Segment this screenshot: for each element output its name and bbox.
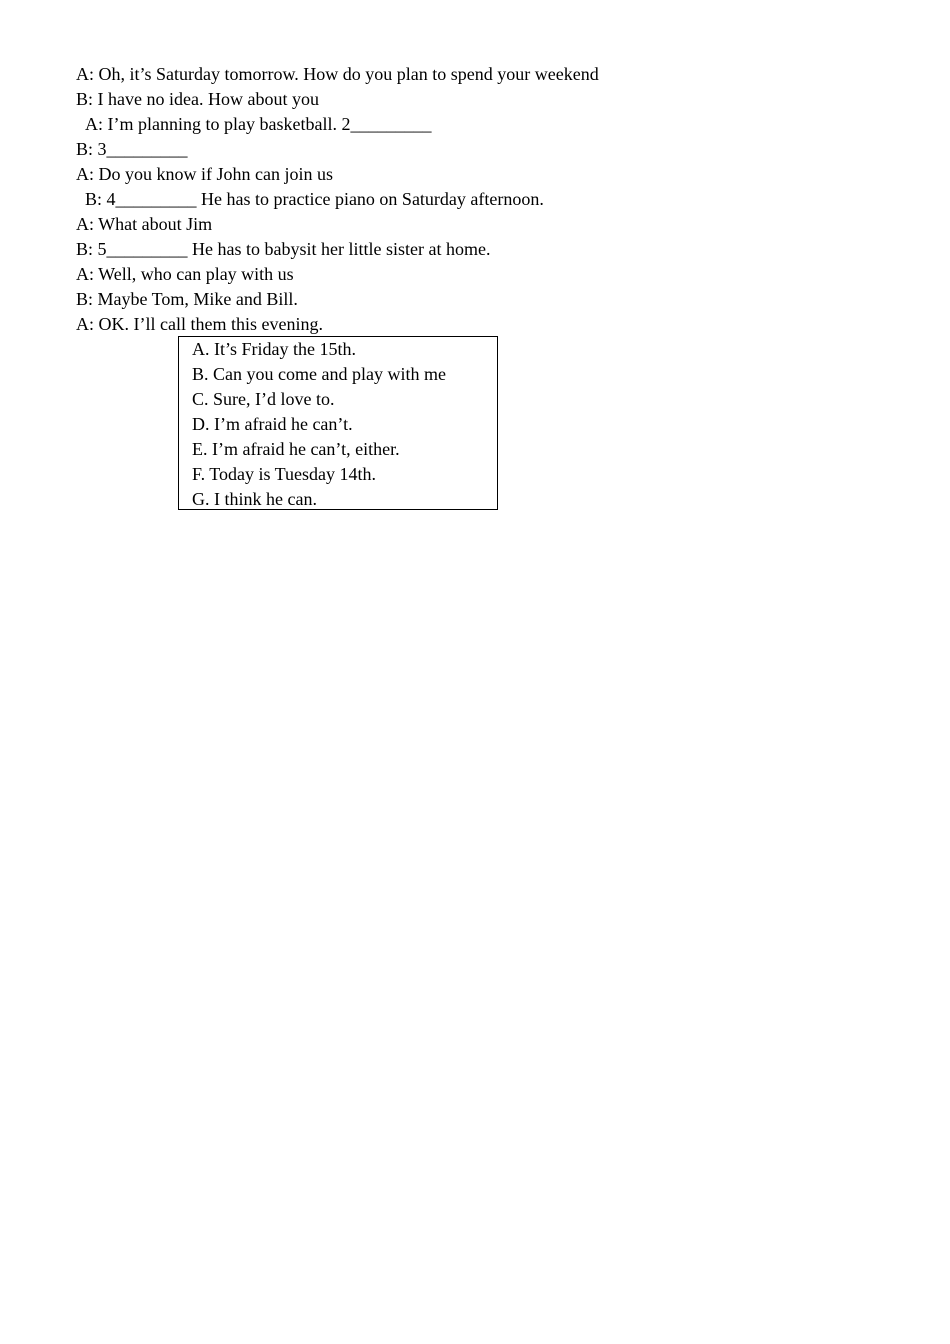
dialogue-line: A: Well, who can play with us — [76, 264, 294, 284]
option-f: F. Today is Tuesday 14th. — [192, 464, 376, 484]
option-g: G. I think he can. — [192, 489, 317, 509]
dialogue-line: A: Oh, it’s Saturday tomorrow. How do you plan to spend your weekend — [76, 64, 599, 84]
dialogue-line: B: Maybe Tom, Mike and Bill. — [76, 289, 298, 309]
dialogue-line: A: What about Jim — [76, 214, 213, 234]
dialogue-line: B: 5_________ He has to babysit her little sister at home. — [76, 239, 491, 259]
option-c: C. Sure, I’d love to. — [192, 389, 335, 409]
dialogue-section — [76, 62, 896, 337]
answer-options-box — [178, 336, 498, 510]
option-a: A. It’s Friday the 15th. — [192, 339, 356, 359]
dialogue-line: A: Do you know if John can join us — [76, 164, 333, 184]
option-e: E. I’m afraid he can’t, either. — [192, 439, 400, 459]
dialogue-line: A: OK. I’ll call them this evening. — [76, 314, 323, 334]
dialogue-line: B: 3_________ — [76, 139, 188, 159]
dialogue-line: A: I’m planning to play basketball. 2_________ — [85, 114, 432, 134]
dialogue-line: B: I have no idea. How about you — [76, 89, 319, 109]
option-d: D. I’m afraid he can’t. — [192, 414, 353, 434]
option-b: B. Can you come and play with me — [192, 364, 446, 384]
dialogue-line: B: 4_________ He has to practice piano on Saturday afternoon. — [85, 189, 544, 209]
